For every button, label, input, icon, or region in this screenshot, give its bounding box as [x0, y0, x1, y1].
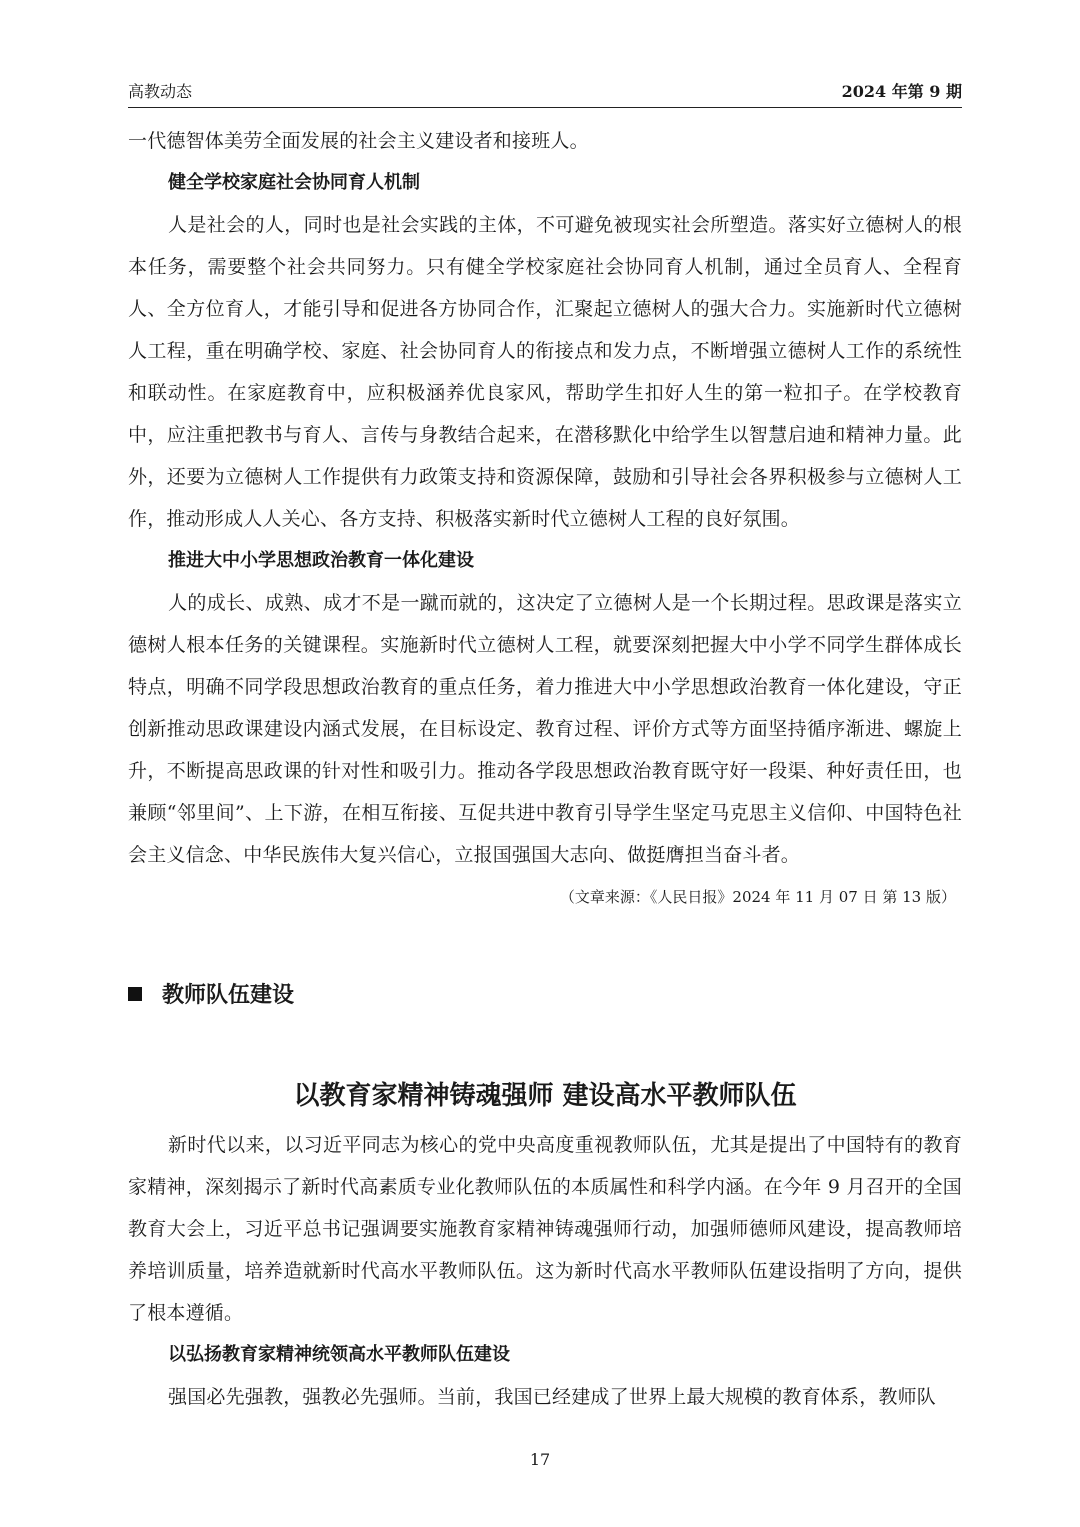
page-number: 17	[529, 1450, 551, 1469]
square-bullet-icon	[128, 987, 142, 1001]
journal-name: 高教动态	[128, 82, 193, 101]
header-divider	[128, 107, 962, 108]
article2-body	[128, 1124, 962, 1418]
issue-label: 2024 年第 9 期	[841, 82, 962, 101]
article1-subheading-2: 推进大中小学思想政治教育一体化建设	[168, 550, 474, 571]
article1-paragraph-1: 人是社会的人，同时也是社会实践的主体，不可避免被现实社会所塑造。落实好立德树人的根本任务，需要整个社会共同努力。只有健全学校家庭社会协同育人机制，通过全员育人、全程育人、全方位育人，才能引导和促进各方协同合作，汇聚起立德树人的强大合力。实施新时代立德树人工程，重在明确学校、家庭、社会协同育人的衔接点和发力点，不断增强立德树人工作的系统性和联动性。在家庭教育中，应积极涵养优良家风，帮助学生扣好人生的第一粒扣子。在学校教育中，应注重把教书与育人、言传与身教结合起来，在潜移默化中给学生以智慧启迪和精神力量。此外，还要为立德树人工作提供有力政策支持和资源保障，鼓励和引导社会各界积极参与立德树人工作，推动形成人人关心、各方支持、积极落实新时代立德树人工程的良好氛围。	[128, 214, 962, 530]
article2-subheading-1: 以弘扬教育家精神统领高水平教师队伍建设	[168, 1344, 510, 1365]
article1-paragraph-2: 人的成长、成熟、成才不是一蹴而就的，这决定了立德树人是一个长期过程。思政课是落实立德树人根本任务的关键课程。实施新时代立德树人工程，就要深刻把握大中小学不同学生群体成长特点，明确不同学段思想政治教育的重点任务，着力推进大中小学思想政治教育一体化建设，守正创新推动思政课建设内涵式发展，在目标设定、教育过程、评价方式等方面坚持循序渐进、螺旋上升，不断提高思政课的针对性和吸引力。推动各学段思想政治教育既守好一段渠、种好责任田，也兼顾“邻里间”、上下游，在相互衔接、互促共进中教育引导学生坚定马克思主义信仰、中国特色社会主义信念、中华民族伟大复兴信心，立报国强国大志向、做挺膺担当奋斗者。	[128, 592, 962, 866]
section-title: 教师队伍建设	[162, 983, 295, 1008]
article2-title: 以教育家精神铸魂强师 建设高水平教师队伍	[293, 1081, 797, 1111]
article2-paragraph-1: 新时代以来，以习近平同志为核心的党中央高度重视教师队伍，尤其是提出了中国特有的教育家精神，深刻揭示了新时代高素质专业化教师队伍的本质属性和科学内涵。在今年 9 月召开的全国教育大会上，习近平总书记强调要实施教育家精神铸魂强师行动，加强师德师风建设，提高教师培养培训质量，培养造就新时代高水平教师队伍。这为新时代高水平教师队伍建设指明了方向，提供了根本遵循。	[128, 1134, 962, 1324]
article1-body	[128, 120, 962, 918]
section-heading	[128, 976, 294, 1016]
article1-subheading-1: 健全学校家庭社会协同育人机制	[168, 172, 420, 193]
article2-paragraph-2: 强国必先强教，强教必先强师。当前，我国已经建成了世界上最大规模的教育体系，教师队	[168, 1386, 937, 1408]
article1-source: （文章来源：《人民日报》2024 年 11 月 07 日 第 13 版）	[559, 888, 956, 906]
running-header	[128, 80, 962, 104]
article1-paragraph-continued: 一代德智体美劳全面发展的社会主义建设者和接班人。	[128, 130, 589, 152]
